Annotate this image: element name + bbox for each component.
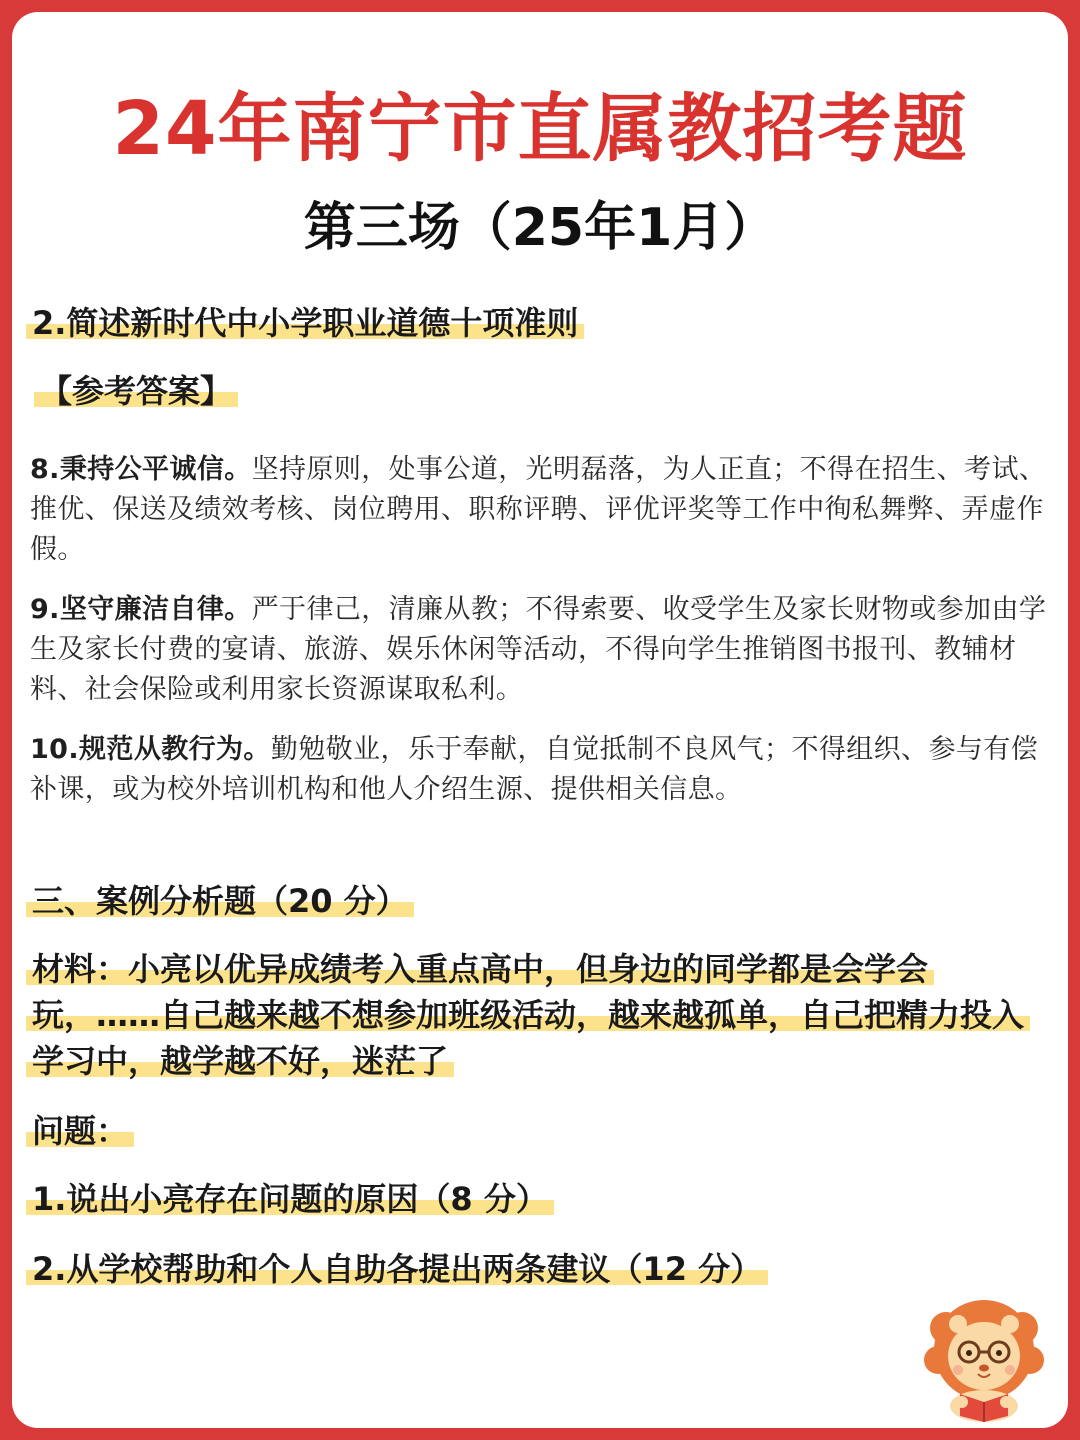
question-2-heading	[26, 304, 584, 342]
section-3-text: 三、案例分析题（20 分）	[26, 882, 414, 920]
section-3-heading	[26, 882, 414, 920]
principle-lead: 9.坚守廉洁自律。	[30, 594, 252, 625]
principle-body: 严于律己，清廉从教；不得索要、收受学生及家长财物或参加由学生及家长付费的宴请、旅游、娱乐休闲等活动，不得向学生推销图书报刊、教辅材料、社会保险或利用家长资源谋取私利。	[30, 594, 1047, 705]
case-question-1	[26, 1180, 554, 1218]
principle-lead: 10.规范从教行为。	[30, 734, 271, 765]
lion-mascot-icon	[924, 1298, 1044, 1423]
page-subtitle: 第三场（25年1月）	[303, 198, 777, 258]
content-card	[12, 12, 1068, 1428]
case-question-1-text: 1.说出小亮存在问题的原因（8 分）	[26, 1180, 554, 1218]
question-label-text: 问题：	[26, 1112, 134, 1150]
answer-label-text: 【参考答案】	[34, 372, 238, 410]
case-question-2	[26, 1250, 768, 1288]
principle-item-10	[30, 730, 1054, 810]
principle-item-8	[30, 450, 1054, 570]
question-2-text: 2.简述新时代中小学职业道德十项准则	[26, 304, 584, 342]
question-label	[26, 1112, 134, 1150]
case-material-text: 材料：小亮以优异成绩考入重点高中，但身边的同学都是会学会玩，……自己越来越不想参加班级活动，越来越孤单，自己把精力投入学习中，越学越不好，迷茫了	[26, 950, 1030, 1080]
principle-body: 勤勉敬业，乐于奉献，自觉抵制不良风气；不得组织、参与有偿补课，或为校外培训机构和他人介绍生源、提供相关信息。	[30, 734, 1039, 805]
case-material	[26, 946, 1046, 1084]
page-title: 24年南宁市直属教招考题	[112, 86, 968, 172]
principle-lead: 8.秉持公平诚信。	[30, 454, 252, 485]
principle-body: 坚持原则，处事公道，光明磊落，为人正直；不得在招生、考试、推优、保送及绩效考核、岗位聘用、职称评聘、评优评奖等工作中徇私舞弊、弄虚作假。	[30, 454, 1047, 565]
answer-label	[34, 372, 238, 410]
case-question-2-text: 2.从学校帮助和个人自助各提出两条建议（12 分）	[26, 1250, 768, 1288]
principle-item-9	[30, 590, 1054, 710]
